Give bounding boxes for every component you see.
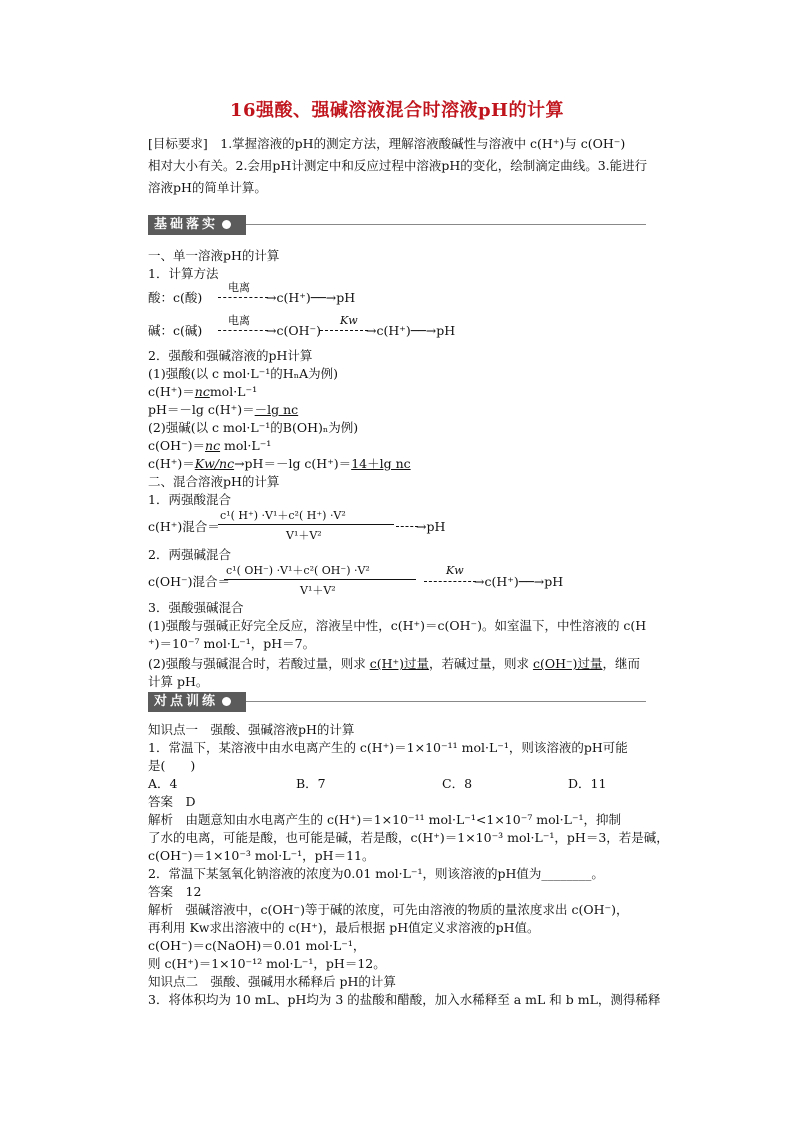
excess-para-line2: 计算 pH。 — [148, 674, 209, 689]
section-header-practice — [148, 692, 246, 712]
heading-acid-base-mix: 3．强酸强碱混合 — [148, 600, 244, 615]
answer-1: 答案 D — [148, 794, 196, 809]
acid-example: (1)强酸(以 c mol·L⁻¹的HₙA为例) — [148, 366, 339, 381]
goals-line2: 相对大小有关。2.会用pH计测定中和反应过程中溶液pH的变化，绘制滴定曲线。3.能进行 — [148, 158, 648, 173]
knowledge-point-2: 知识点二 强酸、强碱用水稀释后 pH的计算 — [148, 974, 396, 989]
divider — [246, 224, 646, 225]
base-ch-result: 14＋lg nc — [351, 456, 411, 471]
explanation-2-line2: 再利用 Kw求出溶液中的 c(H⁺)，最后根据 pH值定义求溶液的pH值。 — [148, 920, 540, 935]
base-ch-lhs: c(H⁺)＝ — [148, 456, 195, 471]
explanation-2-line1: 解析 强碱溶液中，c(OH⁻)等于碱的浓度，可先由溶液的物质的量浓度求出 c(OH⁻)， — [148, 902, 629, 917]
option-d: D．11 — [568, 776, 607, 791]
mix-acid-denominator: V¹＋V² — [286, 529, 322, 542]
explanation-1-line3: c(OH⁻)＝1×10⁻³ mol·L⁻¹，pH＝11。 — [148, 848, 375, 863]
mix-base-denominator: V¹＋V² — [300, 584, 336, 597]
option-c: C．8 — [442, 776, 473, 791]
acid-label: 酸：c(酸) — [148, 290, 203, 305]
neutral-para-line2: ⁺)＝10⁻⁷ mol·L⁻¹，pH＝7。 — [148, 636, 316, 651]
mix-acid-end: →pH — [416, 519, 446, 534]
dot-icon — [222, 220, 231, 229]
base-kw-label: Kw — [340, 314, 358, 327]
page-title: 16强酸、强碱溶液混合时溶液pH的计算 — [229, 100, 565, 121]
acid-ch-line — [148, 384, 257, 399]
mix-acid-lhs: c(H⁺)混合＝ — [148, 519, 220, 534]
divider — [246, 701, 646, 702]
base-ch-mid: →pH＝－lg c(H⁺)＝ — [234, 456, 352, 471]
section-header-label: 基础落实 — [154, 217, 219, 232]
base-arrow-label: 电离 — [228, 314, 250, 327]
mix-acid-fraction-bar — [218, 524, 394, 525]
acid-ch-lhs: c(H⁺)＝ — [148, 384, 195, 399]
acid-flow: →c(H⁺)──→pH — [266, 290, 356, 305]
excess-acid-answer: c(H⁺)过量 — [369, 656, 429, 671]
question-1-line2: 是( ) — [148, 758, 196, 773]
base-kw-arrow — [320, 330, 368, 331]
section-header-label: 对点训练 — [154, 694, 219, 709]
heading-mixed-ph: 二、混合溶液pH的计算 — [148, 474, 280, 489]
explanation-1-line2: 了水的电离，可能是酸，也可能是碱，若是酸，c(H⁺)＝1×10⁻³ mol·L⁻¹，pH＝3，若是碱， — [148, 830, 669, 845]
question-2: 2．常温下某氢氧化钠溶液的浓度为0.01 mol·L⁻¹，则该溶液的pH值为________。 — [148, 866, 604, 881]
base-coh-unit: mol·L⁻¹ — [220, 438, 272, 453]
base-flow-end: →c(H⁺)──→pH — [366, 323, 456, 338]
acid-ph-lhs: pH＝－lg c(H⁺)＝ — [148, 402, 255, 417]
answer-2: 答案 12 — [148, 884, 202, 899]
excess-text-3: ，继而 — [602, 656, 640, 671]
acid-ch-value: nc — [194, 384, 210, 399]
base-ch-value: Kw/nc — [194, 456, 235, 471]
acid-ph-value: －lg nc — [254, 402, 299, 417]
dot-icon — [222, 697, 231, 706]
section-header-basics — [148, 215, 246, 235]
mix-base-fraction-bar — [224, 579, 416, 580]
mix-base-numerator: c¹( OH⁻) ·V¹＋c²( OH⁻) ·V² — [226, 564, 370, 577]
option-a: A．4 — [148, 776, 178, 791]
acid-arrow-label: 电离 — [228, 281, 250, 294]
mix-base-kw-arrow — [424, 581, 476, 582]
heading-strong-acid-base: 2．强酸和强碱溶液的pH计算 — [148, 348, 313, 363]
question-1-line1: 1．常温下，某溶液中由水电离产生的 c(H⁺)＝1×10⁻¹¹ mol·L⁻¹，则该溶液的pH可能 — [148, 740, 628, 755]
acid-ch-unit: mol·L⁻¹ — [209, 384, 258, 399]
explanation-2-line3: c(OH⁻)＝c(NaOH)＝0.01 mol·L⁻¹， — [148, 938, 366, 953]
base-coh-line — [148, 438, 271, 453]
heading-calc-method: 1．计算方法 — [148, 266, 219, 281]
base-coh-value: nc — [205, 438, 221, 453]
mix-acid-numerator: c¹( H⁺) ·V¹＋c²( H⁺) ·V² — [220, 509, 346, 522]
base-label: 碱：c(碱) — [148, 323, 203, 338]
base-flow: →c(OH⁻) — [266, 323, 321, 338]
base-coh-lhs: c(OH⁻)＝ — [148, 438, 206, 453]
option-b: B．7 — [296, 776, 326, 791]
knowledge-point-1: 知识点一 强酸、强碱溶液pH的计算 — [148, 722, 355, 737]
neutral-para-line1: (1)强酸与强碱正好完全反应，溶液呈中性，c(H⁺)＝c(OH⁻)。如室温下，中性溶液的 c(H — [148, 618, 647, 633]
base-ch-line — [148, 456, 411, 471]
heading-two-bases: 2．两强碱混合 — [148, 547, 231, 562]
excess-base-answer: c(OH⁻)过量 — [532, 656, 603, 671]
goals-line3: 溶液pH的简单计算。 — [148, 180, 267, 195]
base-example: (2)强碱(以 c mol·L⁻¹的B(OH)ₙ为例) — [148, 420, 359, 435]
base-arrow — [218, 330, 268, 331]
mix-acid-arrow — [396, 526, 418, 527]
heading-single-ph: 一、单一溶液pH的计算 — [148, 248, 280, 263]
goals-line1: [目标要求] 1.掌握溶液的pH的测定方法，理解溶液酸碱性与溶液中 c(H⁺)与 c(OH⁻) — [148, 136, 626, 151]
explanation-2-line4: 则 c(H⁺)＝1×10⁻¹² mol·L⁻¹，pH＝12。 — [148, 956, 386, 971]
excess-text-2: ，若碱过量，则求 — [428, 656, 533, 671]
mix-base-lhs: c(OH⁻)混合＝ — [148, 574, 231, 589]
mix-base-kw-label: Kw — [446, 564, 464, 577]
heading-two-acids: 1．两强酸混合 — [148, 492, 231, 507]
acid-arrow — [218, 297, 268, 298]
question-3-line1: 3．将体积均为 10 mL、pH均为 3 的盐酸和醋酸，加入水稀释至 a mL 和 b mL，测得稀释 — [148, 992, 661, 1007]
excess-para-line1 — [148, 656, 640, 671]
mix-base-end: →c(H⁺)──→pH — [474, 574, 564, 589]
acid-ph-line — [148, 402, 298, 417]
excess-text-1: (2)强酸与强碱混合时，若酸过量，则求 — [148, 656, 370, 671]
explanation-1-line1: 解析 由题意知由水电离产生的 c(H⁺)＝1×10⁻¹¹ mol·L⁻¹<1×10⁻⁷ mol·L⁻¹，抑制 — [148, 812, 622, 827]
